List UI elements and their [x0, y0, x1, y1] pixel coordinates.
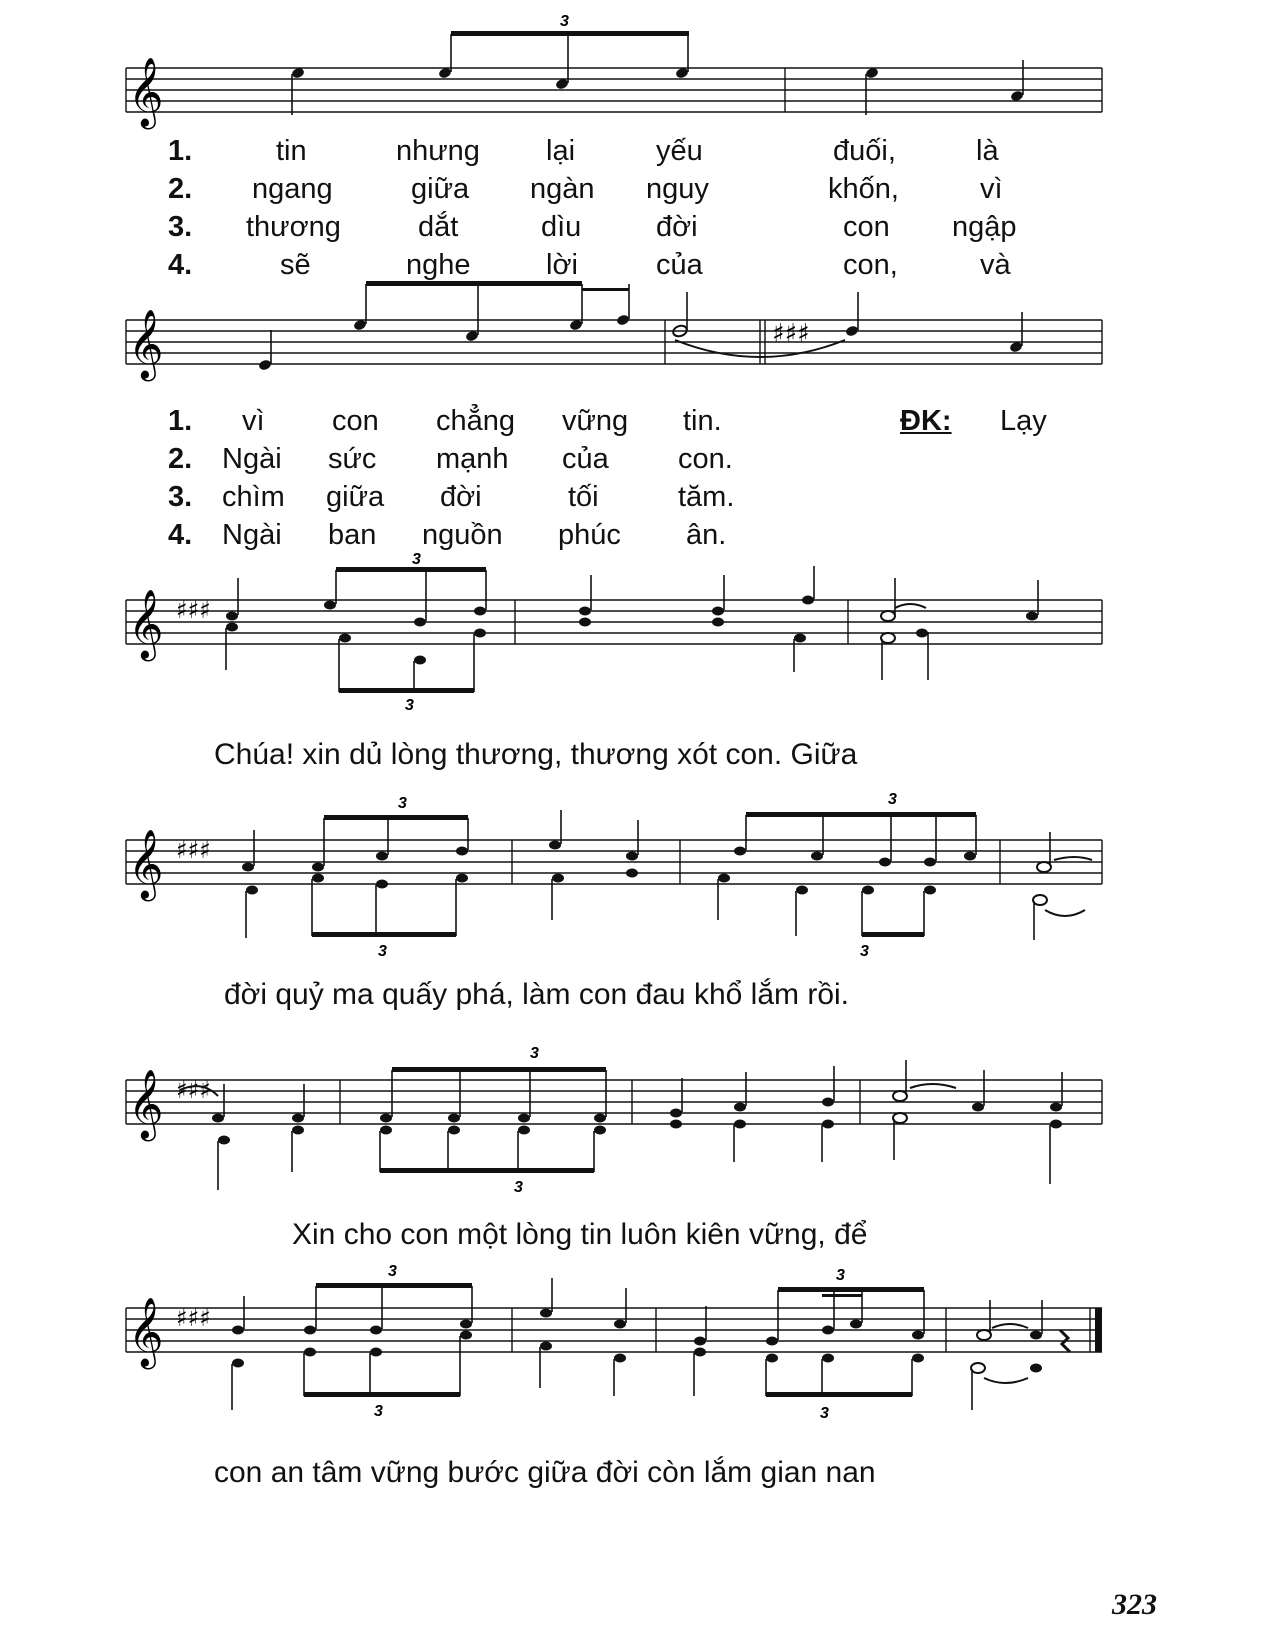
- lyric-word: ban: [328, 519, 377, 551]
- staff-3-notation: [120, 551, 1160, 720]
- final-barline: [1095, 1308, 1102, 1352]
- treble-clef-icon: 𝄞: [128, 829, 164, 899]
- lyric-word: vững: [562, 405, 629, 437]
- lyric-word: của: [656, 249, 703, 281]
- lyric-word: chìm: [222, 481, 285, 513]
- staff-4-notation: [120, 791, 1160, 960]
- staff-5-notation: [120, 1045, 1160, 1200]
- lyric-word: ngập: [952, 211, 1017, 243]
- lyric-word: con.: [678, 443, 733, 475]
- triplet-mark: 3: [398, 795, 407, 812]
- triplet-mark: 3: [820, 1405, 829, 1422]
- verse-number: 4.: [168, 249, 193, 281]
- lyric-word: nguồn: [422, 519, 503, 551]
- key-signature-sharps-icon: ♯♯♯: [176, 836, 211, 864]
- verse-number: 1.: [168, 135, 193, 167]
- staff-2-notation: [120, 290, 1160, 410]
- lyric-word: giữa: [326, 481, 385, 513]
- treble-clef-icon: 𝄞: [128, 57, 164, 127]
- lyric-word: nghe: [406, 249, 471, 281]
- lyric-word: là: [976, 135, 999, 167]
- treble-clef-icon: 𝄞: [128, 1297, 164, 1367]
- lyric-word: lại: [546, 135, 576, 167]
- treble-clef-icon: 𝄞: [128, 589, 164, 659]
- lyric-word: đời: [440, 481, 482, 513]
- refrain-lyric-line-1: Chúa! xin dủ lòng thương, thương xót con. Giữa: [214, 738, 858, 771]
- lyric-word: tối: [568, 481, 599, 513]
- verse-number: 3.: [168, 211, 193, 243]
- lyric-word: đời: [656, 211, 698, 243]
- lyric-word: dìu: [541, 211, 582, 243]
- triplet-mark: 3: [374, 1403, 383, 1420]
- staff-6: [120, 1263, 1160, 1422]
- key-signature-sharps-icon: ♯♯♯: [772, 319, 810, 349]
- staff-4: [120, 791, 1160, 960]
- lyric-word: vì: [980, 173, 1003, 205]
- lyric-word: thương: [246, 211, 341, 243]
- verse-number: 1.: [168, 405, 193, 437]
- lyric-word: lời: [546, 249, 578, 281]
- lyric-word: Ngài: [222, 443, 282, 475]
- staff-1-notation: [120, 13, 1160, 140]
- refrain-label: ĐK:: [900, 405, 952, 437]
- lyric-word: nguy: [646, 173, 709, 205]
- lyric-word: mạnh: [436, 443, 509, 475]
- lyric-word: ngang: [252, 173, 333, 205]
- lyric-word: đuối,: [833, 135, 896, 167]
- triplet-mark: 3: [514, 1179, 523, 1196]
- lyric-word: nhưng: [396, 135, 480, 167]
- staff-6-notation: [120, 1263, 1160, 1428]
- lyric-word: con: [332, 405, 379, 437]
- lyric-word: khốn,: [828, 173, 899, 205]
- lyric-word: Lạy: [1000, 405, 1047, 437]
- lyric-word: con: [843, 211, 890, 243]
- page-number: 323: [1112, 1588, 1157, 1621]
- lyric-word: sức: [328, 443, 377, 475]
- verse-number: 2.: [168, 443, 193, 475]
- verse-block-2: [168, 402, 1158, 562]
- treble-clef-icon: 𝄞: [128, 1069, 164, 1139]
- lyric-word: Ngài: [222, 519, 282, 551]
- refrain-lyric-line-2: đời quỷ ma quấy phá, làm con đau khổ lắm rồi.: [224, 978, 850, 1011]
- refrain-lyric-line-4: con an tâm vững bước giữa đời còn lắm gian nan: [214, 1456, 876, 1489]
- triplet-mark: 3: [860, 943, 869, 960]
- lyric-word: ân.: [686, 519, 727, 551]
- triplet-mark: 3: [560, 13, 569, 30]
- key-signature-sharps-icon: ♯♯♯: [176, 596, 211, 624]
- refrain-lyric-line-3: Xin cho con một lòng tin luôn kiên vững, để: [292, 1218, 868, 1251]
- lyric-word: và: [980, 249, 1011, 281]
- triplet-mark: 3: [378, 943, 387, 960]
- staff-5: [120, 1045, 1160, 1196]
- triplet-mark: 3: [836, 1267, 845, 1284]
- lyric-word: vì: [242, 405, 265, 437]
- key-signature-sharps-icon: ♯♯♯: [176, 1304, 211, 1332]
- lyric-word: sẽ: [280, 249, 311, 281]
- lyric-word: tin: [276, 135, 307, 167]
- treble-clef-icon: 𝄞: [128, 309, 164, 379]
- lyric-word: ngàn: [530, 173, 595, 205]
- triplet-mark: 3: [888, 791, 897, 808]
- lyric-word: yếu: [656, 135, 703, 167]
- verse-number: 3.: [168, 481, 193, 513]
- lyric-word: phúc: [558, 519, 621, 551]
- key-signature-sharps-icon: ♯♯♯: [176, 1076, 211, 1104]
- triplet-mark: 3: [530, 1045, 539, 1062]
- lyric-word: chẳng: [436, 405, 516, 437]
- lyric-word: của: [562, 443, 609, 475]
- staff-3: [120, 551, 1160, 714]
- lyric-word: giữa: [411, 173, 470, 205]
- lyric-word: con,: [843, 249, 898, 281]
- lyric-word: tin.: [683, 405, 722, 437]
- verse-number: 4.: [168, 519, 193, 551]
- triplet-mark: 3: [412, 551, 421, 568]
- triplet-mark: 3: [388, 1263, 397, 1280]
- verse-number: 2.: [168, 173, 193, 205]
- verse-block-1: [168, 132, 1158, 292]
- lyric-word: dắt: [418, 211, 459, 243]
- triplet-mark: 3: [405, 697, 414, 714]
- lyric-word: tăm.: [678, 481, 735, 513]
